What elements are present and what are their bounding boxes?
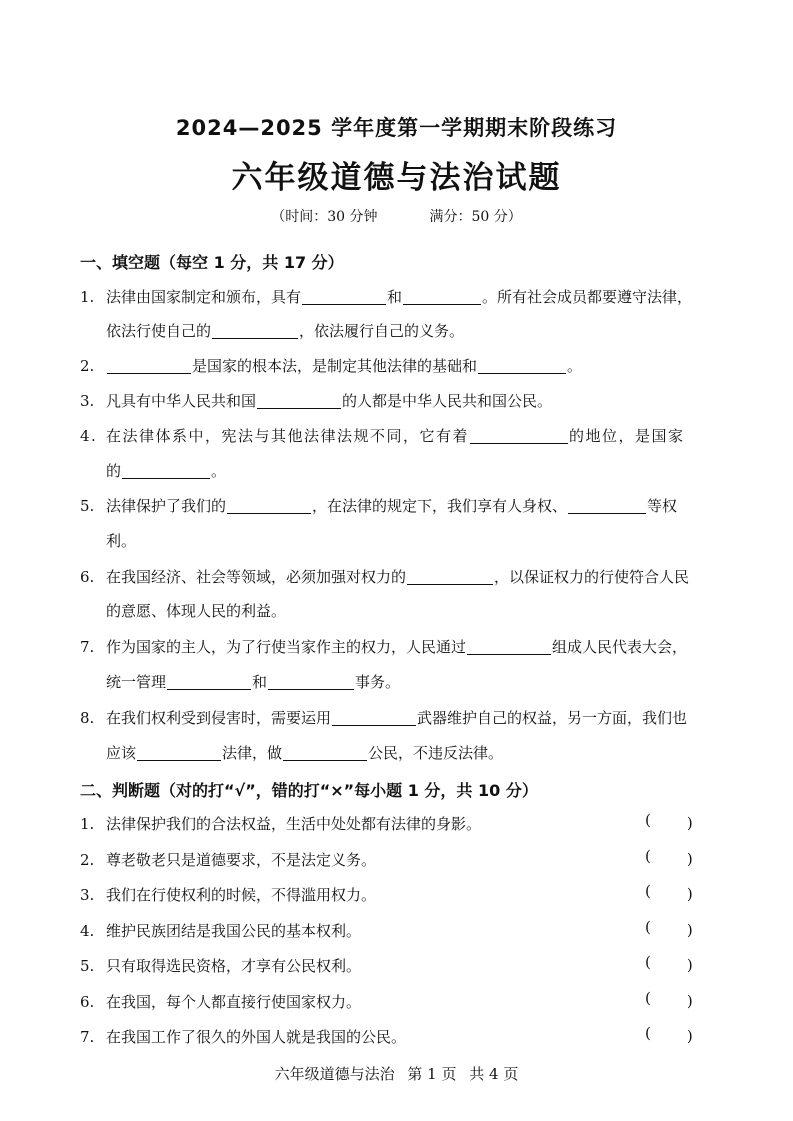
exam-time: （时间：30 分钟: [271, 209, 378, 225]
answer-blank[interactable]: [227, 498, 311, 514]
answer-blank[interactable]: [332, 710, 416, 726]
question-number: 1.: [80, 815, 95, 833]
question-text: 统一管理: [106, 673, 167, 691]
question-text: ，在法律的规定下，我们享有人身权、: [312, 497, 568, 515]
question-text: 事务。: [355, 673, 401, 691]
question-number: 7.: [80, 1028, 95, 1046]
paren-right: ): [686, 814, 693, 832]
question-text: 武器维护自己的权益，另一方面，我们也: [417, 709, 688, 727]
answer-parentheses[interactable]: [645, 847, 693, 868]
question-text: 应该: [106, 744, 137, 762]
judgment-item: [80, 884, 376, 905]
question-text: 尊老敬老只是道德要求，不是法定义务。: [106, 851, 377, 869]
question-text: 是国家的根本法，是制定其他法律的基础和: [192, 357, 478, 375]
question-text: 的: [106, 462, 122, 480]
question-3: [80, 390, 552, 411]
exam-subtitle: 六年级道德与法治试题: [231, 160, 562, 196]
paren-right: ): [686, 1027, 693, 1045]
paren-left: (: [645, 989, 651, 1007]
paren-left: (: [645, 953, 651, 971]
paren-left: (: [645, 882, 651, 900]
exam-score: 满分：50 分）: [429, 209, 522, 225]
question-number: 6.: [80, 993, 95, 1011]
question-2: [80, 355, 582, 376]
answer-blank[interactable]: [257, 393, 341, 409]
exam-info: [0, 206, 793, 226]
question-text: 的意愿、体现人民的利益。: [106, 602, 287, 620]
question-5: [80, 495, 677, 516]
question-7-cont: [106, 671, 400, 692]
question-4-cont: [106, 460, 226, 481]
question-text: 的人都是中华人民共和国公民。: [342, 392, 553, 410]
question-text: 法律保护了我们的: [106, 497, 227, 515]
paren-left: (: [645, 918, 651, 936]
section-2-heading: 二、判断题（对的打“√”，错的打“×”每小题 1 分，共 10 分）: [80, 781, 538, 800]
answer-blank[interactable]: [467, 639, 551, 655]
question-6: [80, 566, 689, 587]
question-text: 在法律体系中，宪法与其他法律法规不同，它有着: [106, 427, 470, 445]
footer-subject: 六年级道德与法治: [274, 1065, 395, 1083]
question-number: 8.: [80, 709, 95, 727]
answer-blank[interactable]: [283, 745, 367, 761]
question-5-cont: [106, 530, 136, 551]
answer-parentheses[interactable]: [645, 918, 693, 939]
answer-blank[interactable]: [470, 428, 568, 444]
judgment-item: [80, 991, 361, 1012]
question-text: 在我国，每个人都直接行使国家权力。: [106, 993, 362, 1011]
question-text: 在我们权利受到侵害时，需要运用: [106, 709, 332, 727]
paren-right: ): [686, 850, 693, 868]
question-text: 和: [252, 673, 268, 691]
question-text: 法律由国家制定和颁布，具有: [106, 288, 302, 306]
question-8: [80, 707, 687, 728]
answer-parentheses[interactable]: [645, 1024, 693, 1045]
question-text: ，以保证权力的行使符合人民: [494, 568, 690, 586]
question-number: 5.: [80, 497, 95, 515]
question-text: 。: [211, 462, 227, 480]
question-number: 2.: [80, 851, 95, 869]
paren-left: (: [645, 847, 651, 865]
question-number: 1.: [80, 288, 95, 306]
answer-parentheses[interactable]: [645, 953, 693, 974]
answer-blank[interactable]: [268, 674, 354, 690]
exam-title: 2024—2025 学年度第一学期期末阶段练习: [175, 116, 618, 140]
answer-parentheses[interactable]: [645, 811, 693, 832]
answer-parentheses[interactable]: [645, 882, 693, 903]
question-text: 和: [387, 288, 403, 306]
paren-left: (: [645, 811, 651, 829]
paren-right: ): [686, 885, 693, 903]
section-1-heading: 一、填空题（每空 1 分，共 17 分）: [80, 253, 344, 272]
answer-blank[interactable]: [107, 358, 191, 374]
answer-blank[interactable]: [167, 674, 251, 690]
answer-parentheses[interactable]: [645, 989, 693, 1010]
answer-blank[interactable]: [403, 289, 481, 305]
question-number: 6.: [80, 568, 95, 586]
question-text: ，依法履行自己的义务。: [299, 322, 465, 340]
judgment-item: [80, 849, 376, 870]
question-text: 利。: [106, 532, 137, 550]
question-text: 。所有社会成员都要遵守法律，: [482, 288, 693, 306]
paren-left: (: [645, 1024, 651, 1042]
question-number: 3.: [80, 392, 95, 410]
answer-blank[interactable]: [568, 498, 646, 514]
question-number: 4.: [80, 427, 98, 445]
answer-blank[interactable]: [407, 569, 493, 585]
footer-total: 共 4 页: [469, 1065, 519, 1083]
question-number: 2.: [80, 357, 95, 375]
judgment-item: [80, 955, 361, 976]
question-text: 凡具有中华人民共和国: [106, 392, 257, 410]
question-1: [80, 286, 692, 307]
answer-blank[interactable]: [212, 323, 298, 339]
question-text: 法律，做: [222, 744, 283, 762]
answer-blank[interactable]: [478, 358, 566, 374]
question-4: [80, 425, 685, 446]
question-number: 5.: [80, 957, 95, 975]
paren-right: ): [686, 956, 693, 974]
question-number: 3.: [80, 886, 95, 904]
question-text: 在我国经济、社会等领域，必须加强对权力的: [106, 568, 407, 586]
paren-right: ): [686, 992, 693, 1010]
answer-blank[interactable]: [137, 745, 221, 761]
question-7: [80, 636, 687, 657]
question-text: 只有取得选民资格，才享有公民权利。: [106, 957, 362, 975]
judgment-item: [80, 813, 481, 834]
answer-blank[interactable]: [122, 463, 210, 479]
question-text: 。: [567, 357, 583, 375]
question-1-cont: [106, 320, 464, 341]
question-number: 4.: [80, 922, 95, 940]
question-text: 法律保护我们的合法权益，生活中处处都有法律的身影。: [106, 815, 482, 833]
question-text: 公民，不违反法律。: [368, 744, 504, 762]
question-8-cont: [106, 742, 503, 763]
judgment-item: [80, 1026, 406, 1047]
judgment-item: [80, 920, 361, 941]
paren-right: ): [686, 921, 693, 939]
question-text: 维护民族团结是我国公民的基本权利。: [106, 922, 362, 940]
question-text: 在我国工作了很久的外国人就是我国的公民。: [106, 1028, 407, 1046]
question-text: 的地位，是国家: [569, 427, 685, 445]
question-text: 依法行使自己的: [106, 322, 212, 340]
question-text: 作为国家的主人，为了行使当家作主的权力，人民通过: [106, 638, 467, 656]
question-text: 组成人民代表大会，: [552, 638, 688, 656]
answer-blank[interactable]: [302, 289, 386, 305]
question-6-cont: [106, 600, 286, 621]
page-footer: [0, 1063, 793, 1084]
question-text: 等权: [647, 497, 678, 515]
footer-page: 第 1 页: [407, 1065, 457, 1083]
question-number: 7.: [80, 638, 95, 656]
question-text: 我们在行使权利的时候，不得滥用权力。: [106, 886, 377, 904]
